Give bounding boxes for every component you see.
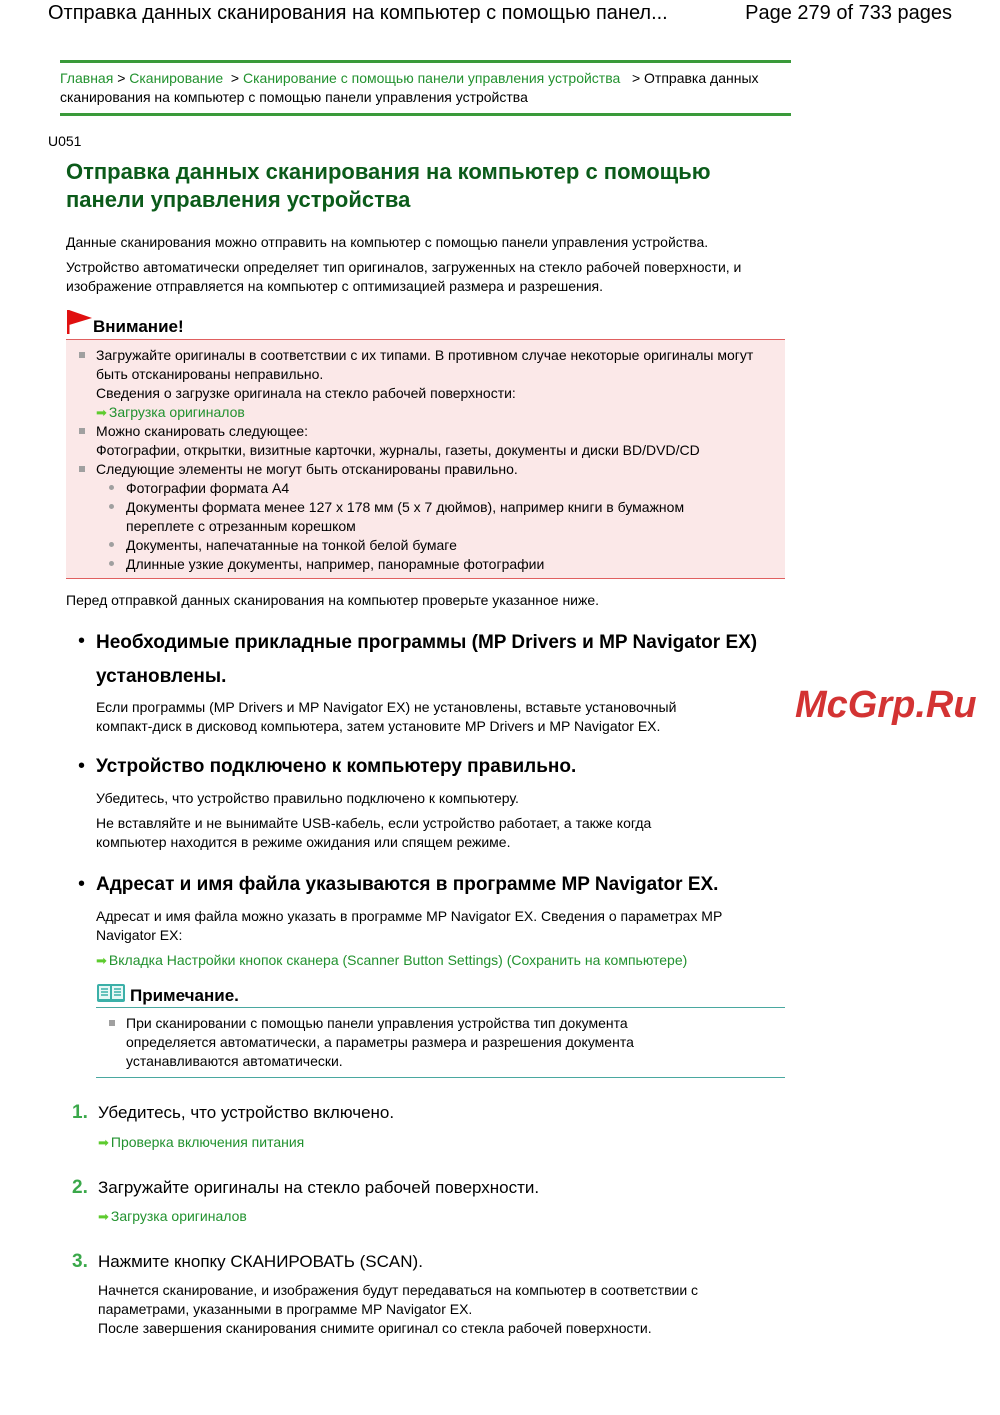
watermark: McGrp.Ru (795, 684, 977, 726)
step-text: Убедитесь, что устройство включено. (98, 1103, 395, 1122)
note-box (96, 982, 785, 1078)
breadcrumb-sep: > (117, 70, 126, 86)
arrow-right-icon: ➡ (96, 953, 107, 968)
book-icon (96, 982, 126, 1004)
caution-subitem: Длинные узкие документы, например, панорамные фотографии (126, 556, 545, 572)
bullet-icon (109, 561, 114, 566)
link-loading-originals[interactable]: Загрузка оригиналов (108, 404, 245, 420)
red-flag-icon (66, 309, 92, 335)
check-text: Убедитесь, что устройство правильно подключено к компьютеру. (96, 790, 519, 806)
step-text: Загружайте оригиналы на стекло рабочей поверхности. (98, 1178, 540, 1197)
step-number: 3. (72, 1251, 88, 1272)
caution-item: Можно сканировать следующее: (96, 423, 309, 439)
check-text: Не вставляйте и не вынимайте USB-кабель, если устройство работает, а также когда компьютер находится в режиме ожидания или спящем режиме. (96, 815, 652, 850)
check-intro: Перед отправкой данных сканирования на компьютер проверьте указанное ниже. (66, 592, 600, 608)
bullet-icon (109, 504, 114, 509)
check-title: Адресат и имя файла указываются в программе MP Navigator EX. (96, 874, 719, 895)
bullet-icon (79, 466, 85, 472)
bullet-icon: • (78, 873, 86, 895)
step-number: 1. (72, 1102, 88, 1123)
arrow-right-icon: ➡ (98, 1209, 109, 1224)
breadcrumb-panel-scanning[interactable]: Сканирование с помощью панели управления устройства (242, 70, 621, 86)
link-loading-originals[interactable]: Загрузка оригиналов (110, 1208, 247, 1224)
step-text: Нажмите кнопку СКАНИРОВАТЬ (SCAN). (98, 1252, 423, 1271)
intro-2: Устройство автоматически определяет тип оригиналов, загруженных на стекло рабочей поверхности, и изображение отправляется на компьютер с оптимизацией размера и разрешения. (66, 259, 742, 294)
note-text: При сканировании с помощью панели управления устройства тип документа определяется автоматически, а параметры размера и разрешения документа устанавливаются автоматически. (126, 1015, 634, 1069)
bullet-icon: • (78, 755, 86, 777)
caution-item: Следующие элементы не могут быть отсканированы правильно. (96, 461, 518, 477)
bullet-icon (109, 542, 114, 547)
check-title: Необходимые прикладные программы (MP Drivers и MP Navigator EX) установлены. (96, 632, 758, 687)
doc-id: U051 (48, 133, 82, 149)
breadcrumb-home[interactable]: Главная (60, 70, 114, 86)
caution-item: Фотографии, открытки, визитные карточки, журналы, газеты, документы и диски BD/DVD/CD (96, 442, 700, 458)
bullet-icon (79, 352, 85, 358)
link-scanner-button-settings[interactable]: Вкладка Настройки кнопок сканера (Scanner Button Settings) (Сохранить на компьютере) (108, 952, 688, 968)
breadcrumb (60, 60, 791, 116)
bullet-icon (109, 485, 114, 490)
page-counter: Page 279 of 733 pages (745, 2, 952, 24)
page-header-title: Отправка данных сканирования на компьютер с помощью панел... (48, 2, 668, 24)
check-text: Если программы (MP Drivers и MP Navigator EX) не установлены, вставьте установочный компакт-диск в дисковод компьютера, затем установите MP Drivers и MP Navigator EX. (96, 699, 677, 734)
breadcrumb-scanning[interactable]: Сканирование (129, 70, 224, 86)
caution-box (66, 313, 785, 579)
note-title: Примечание. (130, 986, 239, 1005)
caution-subitem: Документы, напечатанные на тонкой белой бумаге (126, 537, 457, 553)
breadcrumb-sep: > (230, 70, 240, 86)
caution-item: Сведения о загрузке оригинала на стекло рабочей поверхности: (96, 385, 516, 401)
caution-subitem: Документы формата менее 127 x 178 мм (5 x 7 дюймов), например книги в бумажном переплете с отрезанным корешком (126, 499, 685, 534)
step-desc: Начнется сканирование, и изображения будут передаваться на компьютер в соответствии с параметрами, указанными в программе MP Navigator EX. (98, 1282, 699, 1317)
caution-title: Внимание! (93, 317, 184, 336)
link-power-check[interactable]: Проверка включения питания (110, 1134, 305, 1150)
check-title: Устройство подключено к компьютеру правильно. (96, 756, 577, 777)
breadcrumb-current: > Отправка данных сканирования на компьютер с помощью панели управления устройства (60, 70, 759, 105)
bullet-icon (109, 1020, 115, 1026)
arrow-right-icon: ➡ (98, 1135, 109, 1150)
caution-subitem: Фотографии формата A4 (126, 480, 290, 496)
step-desc: После завершения сканирования снимите оригинал со стекла рабочей поверхности. (98, 1320, 652, 1336)
check-text: Адресат и имя файла можно указать в программе MP Navigator EX. Сведения о параметрах MP Navigator EX: (96, 908, 723, 943)
step-number: 2. (72, 1177, 88, 1198)
bullet-icon (79, 428, 85, 434)
caution-item: Загружайте оригиналы в соответствии с их типами. В противном случае некоторые оригиналы могут быть отсканированы неправильно. (96, 347, 754, 382)
bullet-icon: • (78, 630, 86, 652)
page-title: Отправка данных сканирования на компьютер с помощью панели управления устройства (66, 159, 711, 212)
arrow-right-icon: ➡ (96, 405, 107, 420)
intro-1: Данные сканирования можно отправить на компьютер с помощью панели управления устройства. (66, 234, 709, 250)
